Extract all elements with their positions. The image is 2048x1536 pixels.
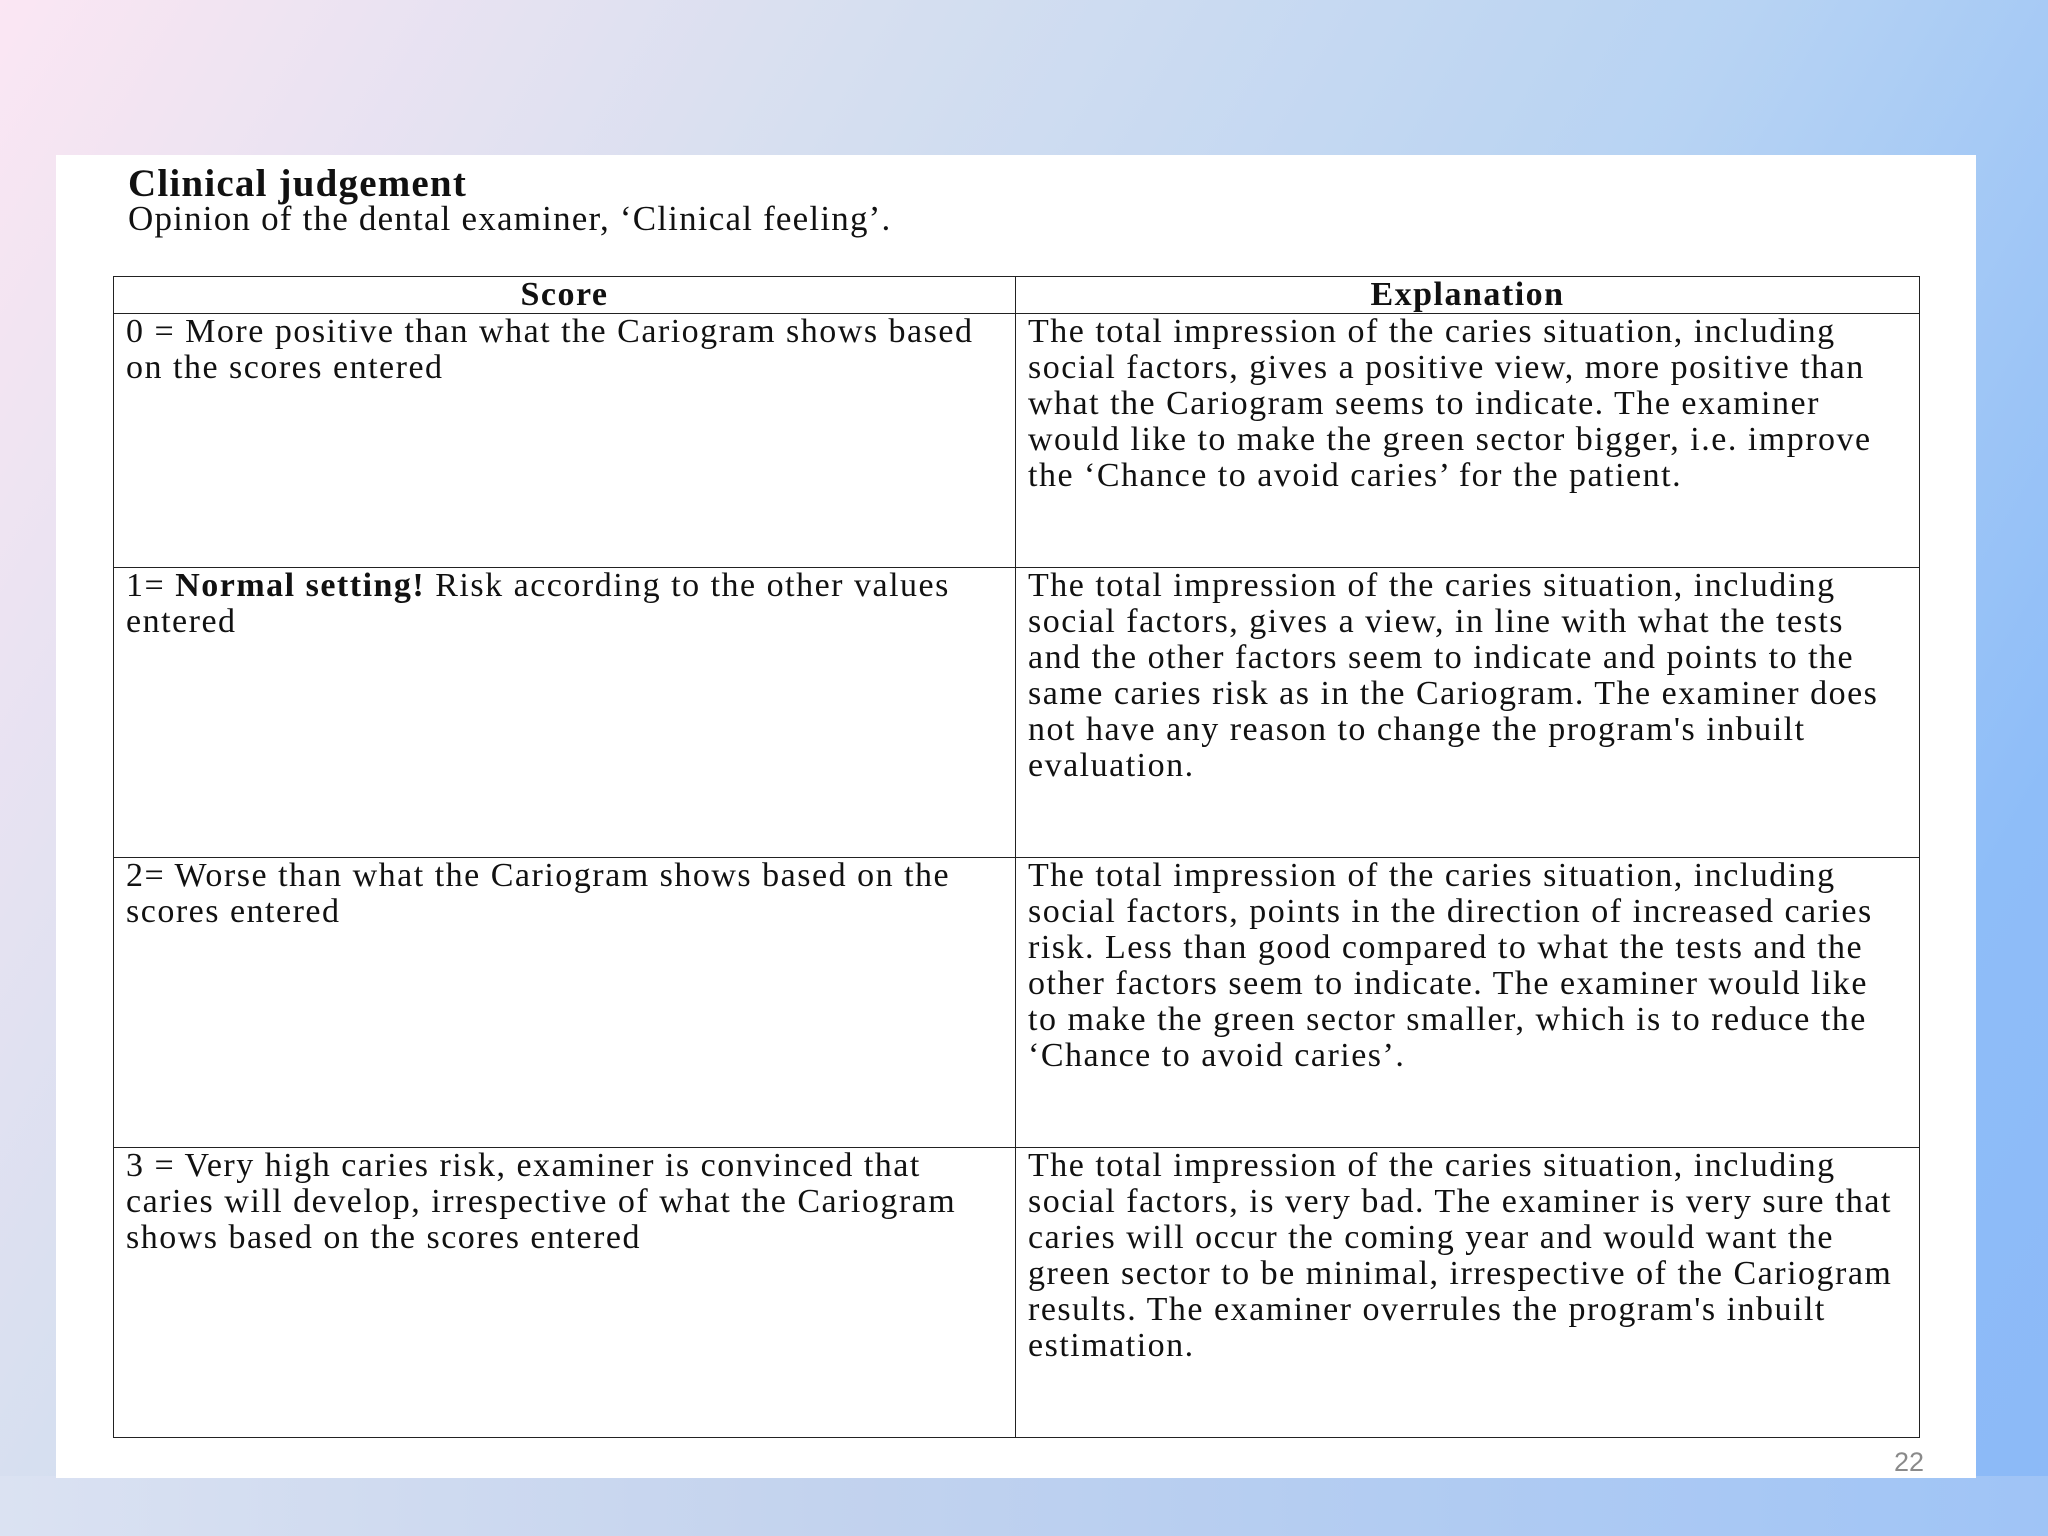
explanation-cell: The total impression of the caries situation, including social factors, points in the direction of increased caries risk. Less than good compared to what the tests and the other factors seem to indicate. The examiner would like to make the green sector smaller, which is to reduce the ‘Chance to avoid caries’. xyxy=(1016,858,1920,1148)
slide xyxy=(56,155,1976,1478)
clinical-judgement-table xyxy=(113,276,1920,1438)
table-header-row xyxy=(114,277,1920,314)
score-text: 3 = Very high caries risk, examiner is convinced that caries will develop, irrespective of what the Cariogram shows based on the scores entered xyxy=(126,1147,957,1256)
table-row xyxy=(114,314,1920,568)
score-cell xyxy=(114,1148,1016,1438)
table-row xyxy=(114,568,1920,858)
header-explanation: Explanation xyxy=(1016,277,1920,314)
score-cell xyxy=(114,858,1016,1148)
page-number: 22 xyxy=(1893,1447,1924,1477)
score-text: 1= xyxy=(126,567,176,604)
explanation-cell: The total impression of the caries situation, including social factors, gives a view, in line with what the tests and the other factors seem to indicate and points to the same caries risk as in the Cariogram. The examiner does not have any reason to change the program's inbuilt evaluation. xyxy=(1016,568,1920,858)
background-band xyxy=(0,1476,2048,1536)
score-text-rest: Risk according to the other values entered xyxy=(126,567,950,640)
score-emphasis: Normal setting! xyxy=(175,567,426,604)
slide-title: Clinical judgement xyxy=(128,162,468,205)
header-score: Score xyxy=(114,277,1016,314)
slide-subtitle: Opinion of the dental examiner, ‘Clinical feeling’. xyxy=(128,199,892,238)
explanation-cell: The total impression of the caries situation, including social factors, gives a positive view, more positive than what the Cariogram seems to indicate. The examiner would like to make the green sector bigger, i.e. improve the ‘Chance to avoid caries’ for the patient. xyxy=(1016,314,1920,568)
score-cell xyxy=(114,568,1016,858)
table-row xyxy=(114,1148,1920,1438)
score-text: 0 = More positive than what the Cariogram shows based on the scores entered xyxy=(126,313,974,386)
score-cell xyxy=(114,314,1016,568)
table-row xyxy=(114,858,1920,1148)
explanation-cell: The total impression of the caries situation, including social factors, is very bad. The examiner is very sure that caries will occur the coming year and would want the green sector to be minimal, irrespective of the Cariogram results. The examiner overrules the program's inbuilt estimation. xyxy=(1016,1148,1920,1438)
score-text: 2= Worse than what the Cariogram shows based on the scores entered xyxy=(126,857,951,930)
